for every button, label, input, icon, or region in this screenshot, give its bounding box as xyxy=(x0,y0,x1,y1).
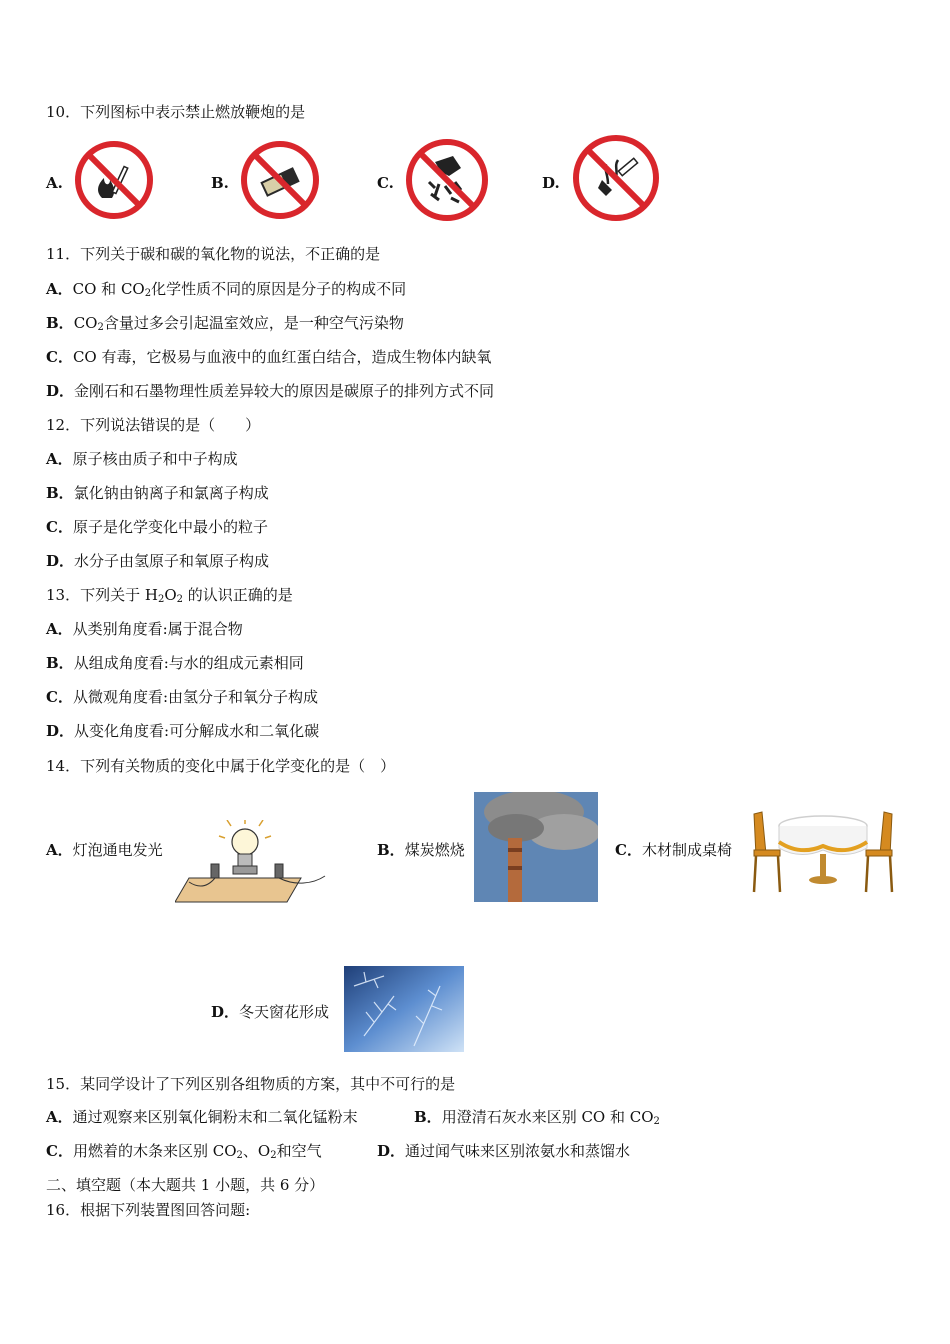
q11-option-a xyxy=(46,279,406,299)
q13-option-a xyxy=(46,619,243,639)
option-label: A． xyxy=(46,620,73,638)
q15-stem: 15．某同学设计了下列区别各组物质的方案，其中不可行的是 xyxy=(46,1075,456,1093)
q10-option-a-label: A. xyxy=(46,174,63,192)
option-label: A． xyxy=(46,1108,73,1126)
subscript: 2 xyxy=(144,288,152,299)
subscript: 2 xyxy=(236,1150,243,1161)
option-text: CO 有毒，它极易与血液中的血红蛋白结合，造成生物体内缺氧 xyxy=(72,348,492,366)
q10-stem: 10．下列图标中表示禁止燃放鞭炮的是 xyxy=(46,103,306,121)
option-text: CO 和 CO xyxy=(72,280,145,298)
q10-option-d-label: D. xyxy=(542,174,560,192)
q10-option-c-label: C. xyxy=(377,174,394,192)
option-text: 金刚石和石墨物理性质差异较大的原因是碳原子的排列方式不同 xyxy=(74,382,495,400)
option-label: B． xyxy=(46,484,74,502)
option-label: A． xyxy=(46,280,73,298)
no-smoking-icon xyxy=(572,134,660,222)
section-2-title: 二、填空题（本大题共 1 小题，共 6 分） xyxy=(46,1176,325,1194)
q14-option-d xyxy=(211,1002,329,1022)
q12-stem: 12．下列说法错误的是（ ） xyxy=(46,416,261,434)
q15-option-a xyxy=(46,1107,358,1127)
q14-option-a xyxy=(46,840,163,860)
option-label: D． xyxy=(377,1142,406,1160)
option-text: 和空气 xyxy=(276,1142,322,1160)
option-text: 水分子由氢原子和氧原子构成 xyxy=(74,552,270,570)
q15-option-d xyxy=(377,1141,630,1161)
q14-option-b xyxy=(377,840,465,860)
option-text: 原子核由质子和中子构成 xyxy=(72,450,238,468)
subscript: 2 xyxy=(176,594,183,605)
q10-option-b-label: B. xyxy=(211,174,229,192)
no-fire-icon xyxy=(74,140,154,220)
option-text: 木材制成桌椅 xyxy=(641,841,732,859)
q13-option-d xyxy=(46,721,319,741)
option-text: 煤炭燃烧 xyxy=(404,841,465,859)
option-label: D． xyxy=(46,382,75,400)
option-text: 冬天窗花形成 xyxy=(239,1003,330,1021)
option-text: CO xyxy=(73,314,98,332)
option-label: A． xyxy=(46,450,73,468)
option-label: A． xyxy=(46,841,73,859)
q11-option-d xyxy=(46,381,494,401)
no-smoking-box-icon xyxy=(240,140,320,220)
option-label: B． xyxy=(46,654,74,672)
option-text: 含量过多会引起温室效应，是一种空气污染物 xyxy=(103,314,404,332)
q11-option-b xyxy=(46,313,404,333)
subscript: 2 xyxy=(157,594,165,605)
option-label: D． xyxy=(46,552,75,570)
q13-option-c xyxy=(46,687,318,707)
option-label: C． xyxy=(46,348,73,366)
option-label: B． xyxy=(414,1108,442,1126)
chimney-smoke-icon xyxy=(474,792,598,902)
option-label: B． xyxy=(46,314,74,332)
option-text: 用澄清石灰水来区别 CO 和 CO xyxy=(441,1108,654,1126)
option-label: D． xyxy=(211,1003,240,1021)
stem-text: O xyxy=(164,586,177,604)
subscript: 2 xyxy=(97,322,104,333)
option-text: 、O xyxy=(242,1142,271,1160)
option-label: C． xyxy=(46,1142,73,1160)
option-text: 从组成角度看:与水的组成元素相同 xyxy=(73,654,304,672)
q12-option-a xyxy=(46,449,238,469)
q13-option-b xyxy=(46,653,304,673)
q12-option-c xyxy=(46,517,268,537)
option-text: 化学性质不同的原因是分子的构成不同 xyxy=(151,280,407,298)
option-text: 从类别角度看:属于混合物 xyxy=(72,620,243,638)
q12-option-b xyxy=(46,483,269,503)
option-label: B． xyxy=(377,841,405,859)
q11-option-c xyxy=(46,347,492,367)
q11-stem: 11．下列关于碳和碳的氧化物的说法，不正确的是 xyxy=(46,245,381,263)
q13-stem xyxy=(46,585,293,605)
q15-option-b xyxy=(414,1107,660,1127)
q12-option-d xyxy=(46,551,269,571)
option-text: 从变化角度看:可分解成水和二氧化碳 xyxy=(74,722,320,740)
table-chairs-icon xyxy=(748,808,898,900)
light-bulb-icon xyxy=(175,820,327,904)
q14-stem: 14．下列有关物质的变化中属于化学变化的是（ ） xyxy=(46,757,396,775)
option-text: 用燃着的木条来区别 CO xyxy=(72,1142,237,1160)
option-text: 从微观角度看:由氢分子和氧分子构成 xyxy=(72,688,319,706)
option-label: C． xyxy=(46,688,73,706)
subscript: 2 xyxy=(653,1116,660,1127)
frost-pattern-icon xyxy=(344,966,464,1052)
q15-option-c xyxy=(46,1141,322,1161)
option-text: 原子是化学变化中最小的粒子 xyxy=(72,518,268,536)
option-label: C． xyxy=(46,518,73,536)
option-text: 氯化钠由钠离子和氯离子构成 xyxy=(73,484,269,502)
subscript: 2 xyxy=(270,1150,277,1161)
stem-text: 的认识正确的是 xyxy=(183,586,293,604)
option-text: 通过观察来区别氧化铜粉末和二氧化锰粉末 xyxy=(72,1108,358,1126)
option-label: D． xyxy=(46,722,75,740)
q14-option-c xyxy=(615,840,732,860)
no-firecrackers-icon xyxy=(405,138,489,222)
stem-text: 13．下列关于 H xyxy=(46,586,158,604)
option-label: C． xyxy=(615,841,642,859)
option-text: 灯泡通电发光 xyxy=(72,841,163,859)
option-text: 通过闻气味来区别浓氨水和蒸馏水 xyxy=(405,1142,631,1160)
q16-stem: 16．根据下列装置图回答问题: xyxy=(46,1201,251,1219)
